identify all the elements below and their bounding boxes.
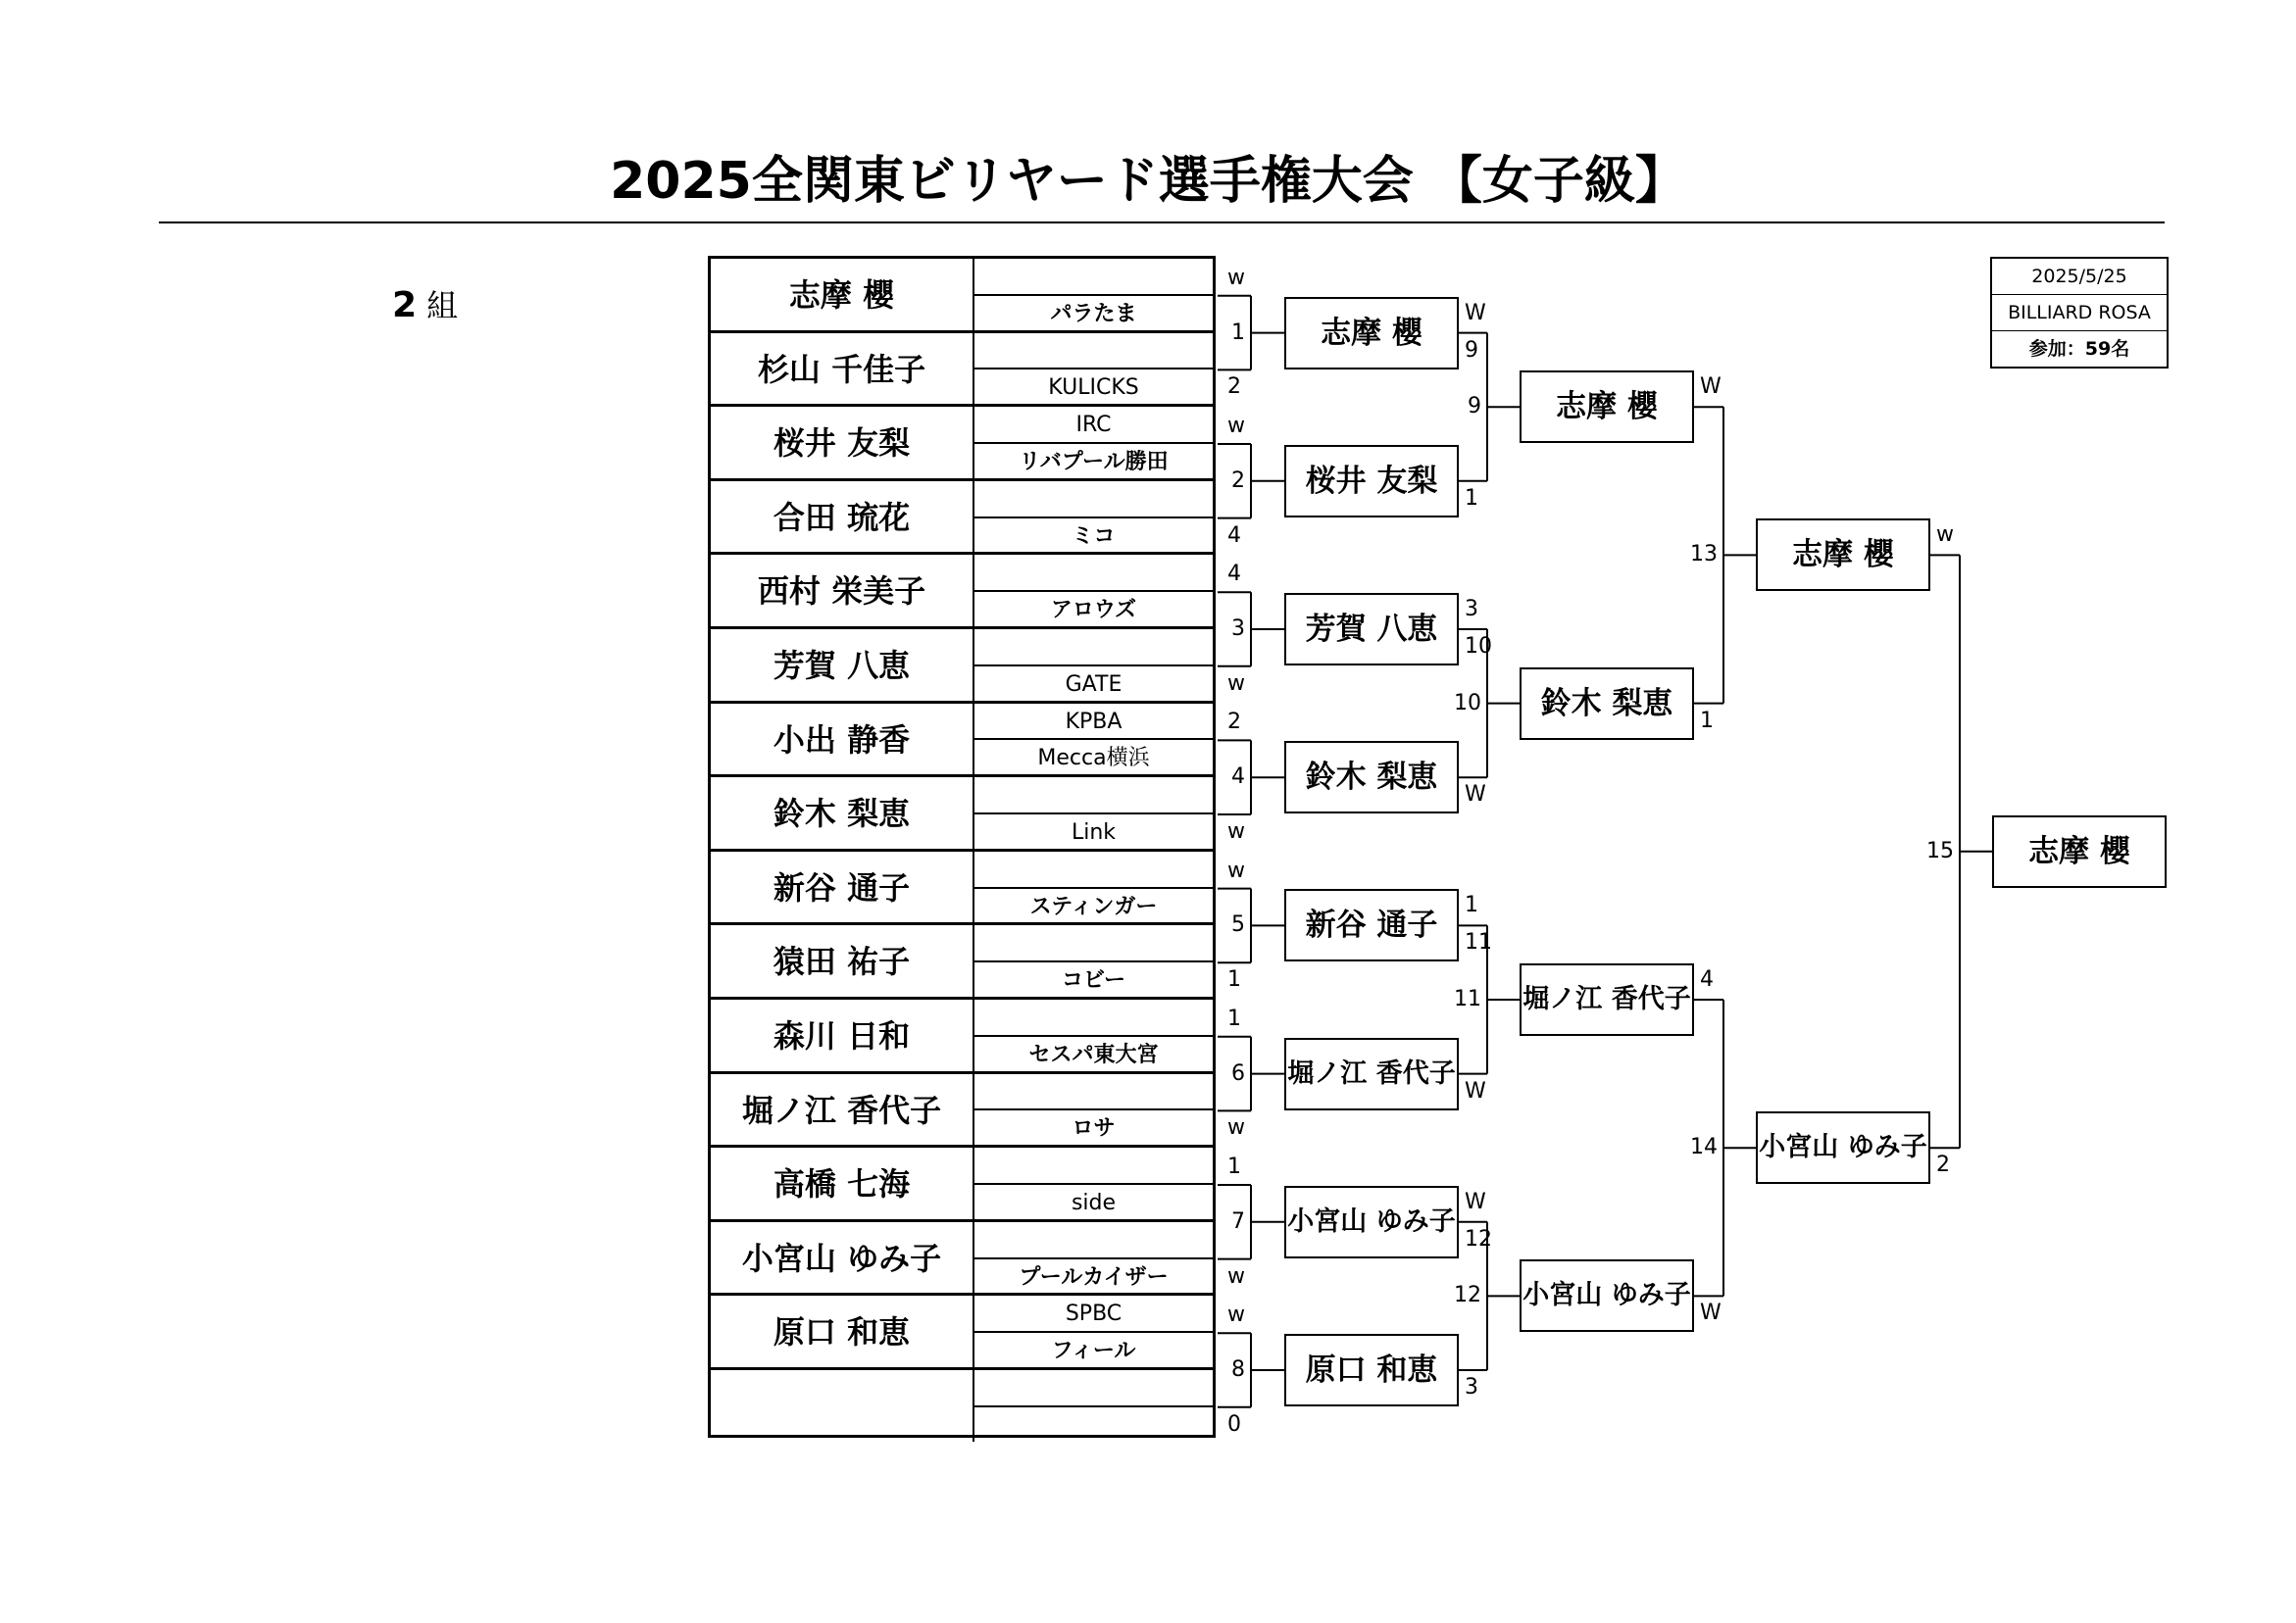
first-round-score: w <box>1227 819 1245 844</box>
match-number: 6 <box>1231 1060 1245 1086</box>
player-club-bottom: side <box>973 1185 1213 1222</box>
match-number: 11 <box>1454 987 1481 1011</box>
player-club-bottom: Link <box>973 814 1213 852</box>
event-date: 2025/5/25 <box>2031 266 2127 287</box>
match-score-bottom: 1 <box>1700 708 1714 733</box>
match-winner-box: 志摩 櫻 <box>1520 370 1694 443</box>
match-winner-box: 志摩 櫻 <box>1756 518 1930 591</box>
player-name: 小宮山 ゆみ子 <box>711 1222 973 1297</box>
match-score-bottom: 9 <box>1465 337 1478 363</box>
player-name: 西村 栄美子 <box>711 555 973 629</box>
match-score-top: 3 <box>1465 597 1478 621</box>
first-round-score: w <box>1227 1303 1245 1328</box>
first-round-score: 2 <box>1227 374 1241 400</box>
match-score-bottom: 1 <box>1465 485 1478 511</box>
player-name: 合田 琉花 <box>711 481 973 556</box>
match-score-bottom: W <box>1465 782 1486 808</box>
player-club-top: SPBC <box>973 1296 1213 1333</box>
first-round-score: w <box>1227 858 1245 883</box>
player-club-bottom: ミコ <box>973 518 1213 556</box>
match-winner-box: 鈴木 梨恵 <box>1284 741 1459 813</box>
player-club-bottom: パラたま <box>973 296 1213 333</box>
match-winner-box: 小宮山 ゆみ子 <box>1756 1111 1930 1184</box>
player-name: 杉山 千佳子 <box>711 333 973 408</box>
first-round-score: 0 <box>1227 1411 1241 1437</box>
event-venue: BILLIARD ROSA <box>1992 294 2167 330</box>
match-winner-box: 志摩 櫻 <box>1284 297 1459 369</box>
group-suffix: 組 <box>426 287 459 324</box>
match-number: 15 <box>1926 838 1954 863</box>
match-score-top: W <box>1465 1189 1486 1214</box>
player-name: 森川 日和 <box>711 1000 973 1074</box>
match-number: 7 <box>1231 1208 1245 1234</box>
match-score-top: 4 <box>1700 967 1714 992</box>
player-name: 新谷 通子 <box>711 852 973 926</box>
match-number: 8 <box>1231 1357 1245 1382</box>
player-club-bottom: GATE <box>973 666 1213 704</box>
player-club-bottom: セスパ東大宮 <box>973 1037 1213 1074</box>
match-score-bottom: 2 <box>1936 1153 1950 1178</box>
first-round-score: 2 <box>1227 710 1241 735</box>
player-name: 原口 和恵 <box>711 1296 973 1370</box>
first-round-score: 4 <box>1227 522 1241 548</box>
player-club-bottom: プールカイザー <box>973 1259 1213 1297</box>
event-participants: 参加：59名 <box>1992 330 2167 367</box>
match-number: 12 <box>1454 1283 1481 1308</box>
match-score-top: W <box>1700 374 1722 400</box>
match-winner-box: 堀ノ江 香代子 <box>1520 963 1694 1036</box>
match-number: 3 <box>1231 616 1245 641</box>
match-number: 1 <box>1231 320 1245 345</box>
match-number: 4 <box>1231 764 1245 790</box>
player-club-top: IRC <box>973 407 1213 444</box>
first-round-score: 1 <box>1227 1006 1241 1031</box>
match-winner-box: 小宮山 ゆみ子 <box>1284 1186 1459 1258</box>
first-round-score: w <box>1227 414 1245 438</box>
player-name: 鈴木 梨恵 <box>711 777 973 852</box>
page-title: 2025全関東ビリヤード選手権大会 【女子級】 <box>610 152 1686 211</box>
match-score-bottom: 3 <box>1465 1375 1478 1400</box>
match-score-bottom: W <box>1700 1301 1722 1326</box>
match-winner-box: 堀ノ江 香代子 <box>1284 1038 1459 1110</box>
first-round-score: w <box>1227 670 1245 696</box>
first-round-score: 4 <box>1227 562 1241 587</box>
match-winner-box: 志摩 櫻 <box>1992 815 2167 888</box>
player-name: 芳賀 八恵 <box>711 629 973 704</box>
match-number: 10 <box>1454 690 1481 715</box>
player-club-bottom: アロウズ <box>973 592 1213 629</box>
player-name: 高橋 七海 <box>711 1148 973 1222</box>
player-club-bottom: Mecca横浜 <box>973 740 1213 777</box>
match-score-top: 1 <box>1465 893 1478 918</box>
match-score-bottom: 11 <box>1465 930 1492 956</box>
match-score-bottom: 12 <box>1465 1226 1492 1252</box>
player-club-bottom: スティンガー <box>973 889 1213 926</box>
match-number: 5 <box>1231 912 1245 938</box>
first-round-score: w <box>1227 265 1245 290</box>
group-number: 2 <box>392 285 418 325</box>
match-winner-box: 原口 和恵 <box>1284 1334 1459 1406</box>
match-winner-box: 芳賀 八恵 <box>1284 593 1459 665</box>
match-score-bottom: 10 <box>1465 634 1492 659</box>
match-number: 2 <box>1231 467 1245 493</box>
match-score-top: w <box>1936 522 1954 548</box>
player-club-bottom: ロサ <box>973 1110 1213 1148</box>
match-winner-box: 鈴木 梨恵 <box>1520 667 1694 740</box>
player-name: 小出 静香 <box>711 704 973 778</box>
match-number: 9 <box>1468 394 1481 419</box>
match-winner-box: 小宮山 ゆみ子 <box>1520 1259 1694 1332</box>
player-name: 猿田 祐子 <box>711 925 973 1000</box>
player-name: 堀ノ江 香代子 <box>711 1074 973 1149</box>
match-score-bottom: W <box>1465 1078 1486 1104</box>
first-round-score: 1 <box>1227 1155 1241 1179</box>
match-winner-box: 新谷 通子 <box>1284 889 1459 961</box>
player-name: 志摩 櫻 <box>711 259 973 333</box>
player-club-top: KPBA <box>973 704 1213 741</box>
first-round-score: w <box>1227 1263 1245 1289</box>
match-number: 13 <box>1690 542 1718 567</box>
player-club-bottom: KULICKS <box>973 369 1213 407</box>
match-score-top: W <box>1465 300 1486 325</box>
match-winner-box: 桜井 友梨 <box>1284 445 1459 517</box>
player-name: 桜井 友梨 <box>711 407 973 481</box>
match-number: 14 <box>1690 1135 1718 1160</box>
player-club-bottom: フィール <box>973 1333 1213 1370</box>
first-round-score: 1 <box>1227 967 1241 993</box>
player-club-bottom: コビー <box>973 962 1213 1000</box>
first-round-score: w <box>1227 1115 1245 1141</box>
player-club-bottom: リバプール勝田 <box>973 444 1213 481</box>
